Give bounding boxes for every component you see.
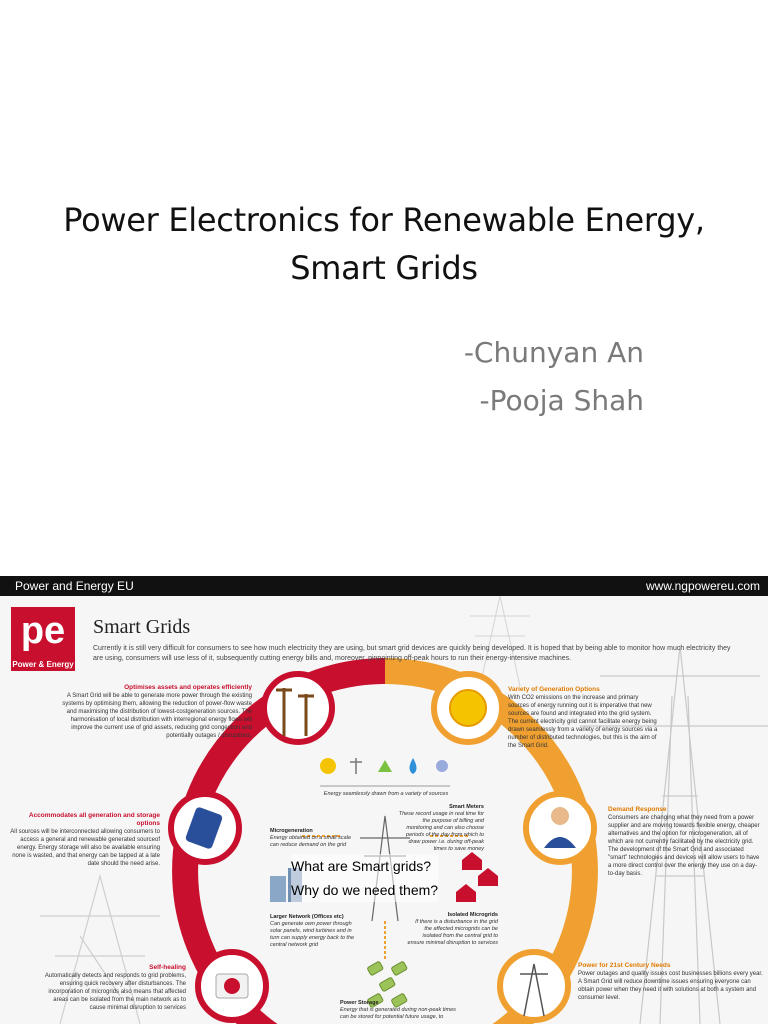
node-sun-icon [434,674,502,742]
node-consumer-icon [526,794,594,862]
inner-microgeneration-heading: Microgeneration [270,828,313,834]
brand-name: Power and Energy EU [15,579,134,593]
block-variety-heading: Variety of Generation Options [508,686,600,693]
inner-larger-network-heading: Larger Network (Offices etc) [270,914,344,920]
inner-larger-network [270,914,360,949]
inner-isolated-text: If there is a disturbance in the grid the affected microgrids can be isolated from the central grid to ensure minimal disruption to services [407,919,498,946]
block-accommodates [10,812,160,868]
block-self-healing-heading: Self-healing [149,964,186,971]
inner-smart-meters [398,804,484,853]
inner-power-storage-heading: Power Storage [340,1000,379,1006]
block-demand-text: Consumers are changing what they need from a power supplier and are moving towards flexible energy, cheaper alternatives and the option for microgeneration, all of which are not currently facilitated by the electricity grid. The development of the Smart Grid and associated "smart" technologies and devices will allow users to have a more direct control over the energy they use on a day-to-day basis. [608,815,760,877]
inner-power-storage-text: Energy that is generated during non-peak times can be stored for potential future usage, to [340,1007,456,1020]
source-wind-icon [350,758,362,774]
node-battery-icon [171,794,239,862]
slide-title-line-1: Power Electronics for Renewable Energy, [63,201,705,239]
question-what: What are Smart grids? [291,858,432,874]
block-variety-text: With CO2 emissions on the increase and primary sources of energy running out it is imperative that new sources are found and integrated into the grid system. The current electricity grid cannot facilitate energy being drawn seamlessly from a variety of energy sources via a number of distributed technologies, but this is the aim of the Smart Grid. [508,695,658,749]
inner-smart-meters-text: These record usage in real time for the purpose of billing and monitoring and can also choose periods of the day from which to draw power i.e. during off-peak times to save money [398,811,484,852]
inner-larger-network-text: Can generate own power through solar panels, wind turbines and in turn can supply energy back to the central network grid [270,921,355,948]
node-poles-icon [264,674,332,742]
block-power21-text: Power outages and quality issues cost businesses billions every year. A Smart Grid will reduce downtime issues ensuring everyone can obtain power when they need it with solutions at both a system and consumer level. [578,971,763,1001]
pe-logo [11,607,75,671]
block-optimises-text: A Smart Grid will be able to generate more power through the existing systems by optimising them, allowing the reduction of power-flow waste and maximising the distribution of lowest-costgeneration sources. The harmonisation of local distribution with interregional energy flows will improve the current use of grid assets, reducing grid congestion and potentially outages / disruptions. [62,693,252,739]
slide-title-line-2: Smart Grids [290,249,478,287]
block-accommodates-heading: Accommodates all generation and storage options [28,812,160,827]
block-demand-response [608,806,764,878]
block-optimises-heading: Optimises assets and operates efficiently [124,684,252,691]
logo-subtitle: Power & Energy [12,660,74,669]
overlay-questions [291,854,438,902]
block-optimises [60,684,252,740]
source-gas-icon [436,760,448,772]
block-demand-heading: Demand Response [608,806,667,813]
brand-url: www.ngpowereu.com [645,579,760,593]
author-2: -Pooja Shah [479,384,644,417]
poster-top-bar [0,576,768,596]
node-first-aid-icon [198,952,266,1020]
inner-microgeneration-text: Energy obtained on a small scale can reduce demand on the grid [270,835,352,848]
slide-title [40,196,728,292]
block-self-healing [40,964,186,1012]
block-power-21st [578,962,764,1002]
question-why: Why do we need them? [291,882,439,898]
source-sun-icon [320,758,336,774]
inner-isolated-heading: Isolated Microgrids [447,912,498,918]
inner-smart-meters-heading: Smart Meters [449,804,484,810]
source-water-icon [410,758,417,774]
inner-isolated-microgrids [406,912,498,947]
block-power21-heading: Power for 21st Century Needs [578,962,671,969]
poster-title: Smart Grids [93,616,191,638]
inner-microgeneration [270,828,354,849]
node-pylon-icon [500,952,568,1020]
houses-icon [456,852,498,902]
block-variety [508,686,658,750]
author-1: -Chunyan An [463,336,644,369]
smart-grids-infographic [0,576,768,1024]
poster-intro: Currently it is still very difficult for consumers to see how much electricity they are using, but smart grid devices are quickly being developed. It is hoped that by being able to monitor how much electricity they are using, consumers will use less of it, subsequently cutting energy bills and, moreover, pinpointing off-peak hours to run their energy-intensive machines. [93,645,731,662]
block-accommodates-text: All sources will be interconnected allowing consumers to access a general and renewable generated sourceof energy. Energy storage will also be available ensuring none is wasted, and that energy can be tapped at a late date should the need arise. [10,829,160,867]
pylon-top-icon [470,596,530,686]
block-self-healing-text: Automatically detects and responds to grid problems, ensuring quick recovery after disturbances. The incorporation of microgrids also means that affected areas can be isolated from the main network as to cause minimal disruption to services [44,973,186,1011]
inner-seamless: Energy seamlessly drawn from a variety of sources [323,791,449,797]
logo-letters: pe [20,610,66,652]
inner-power-storage [340,1000,460,1021]
source-leaf-icon [378,760,392,772]
